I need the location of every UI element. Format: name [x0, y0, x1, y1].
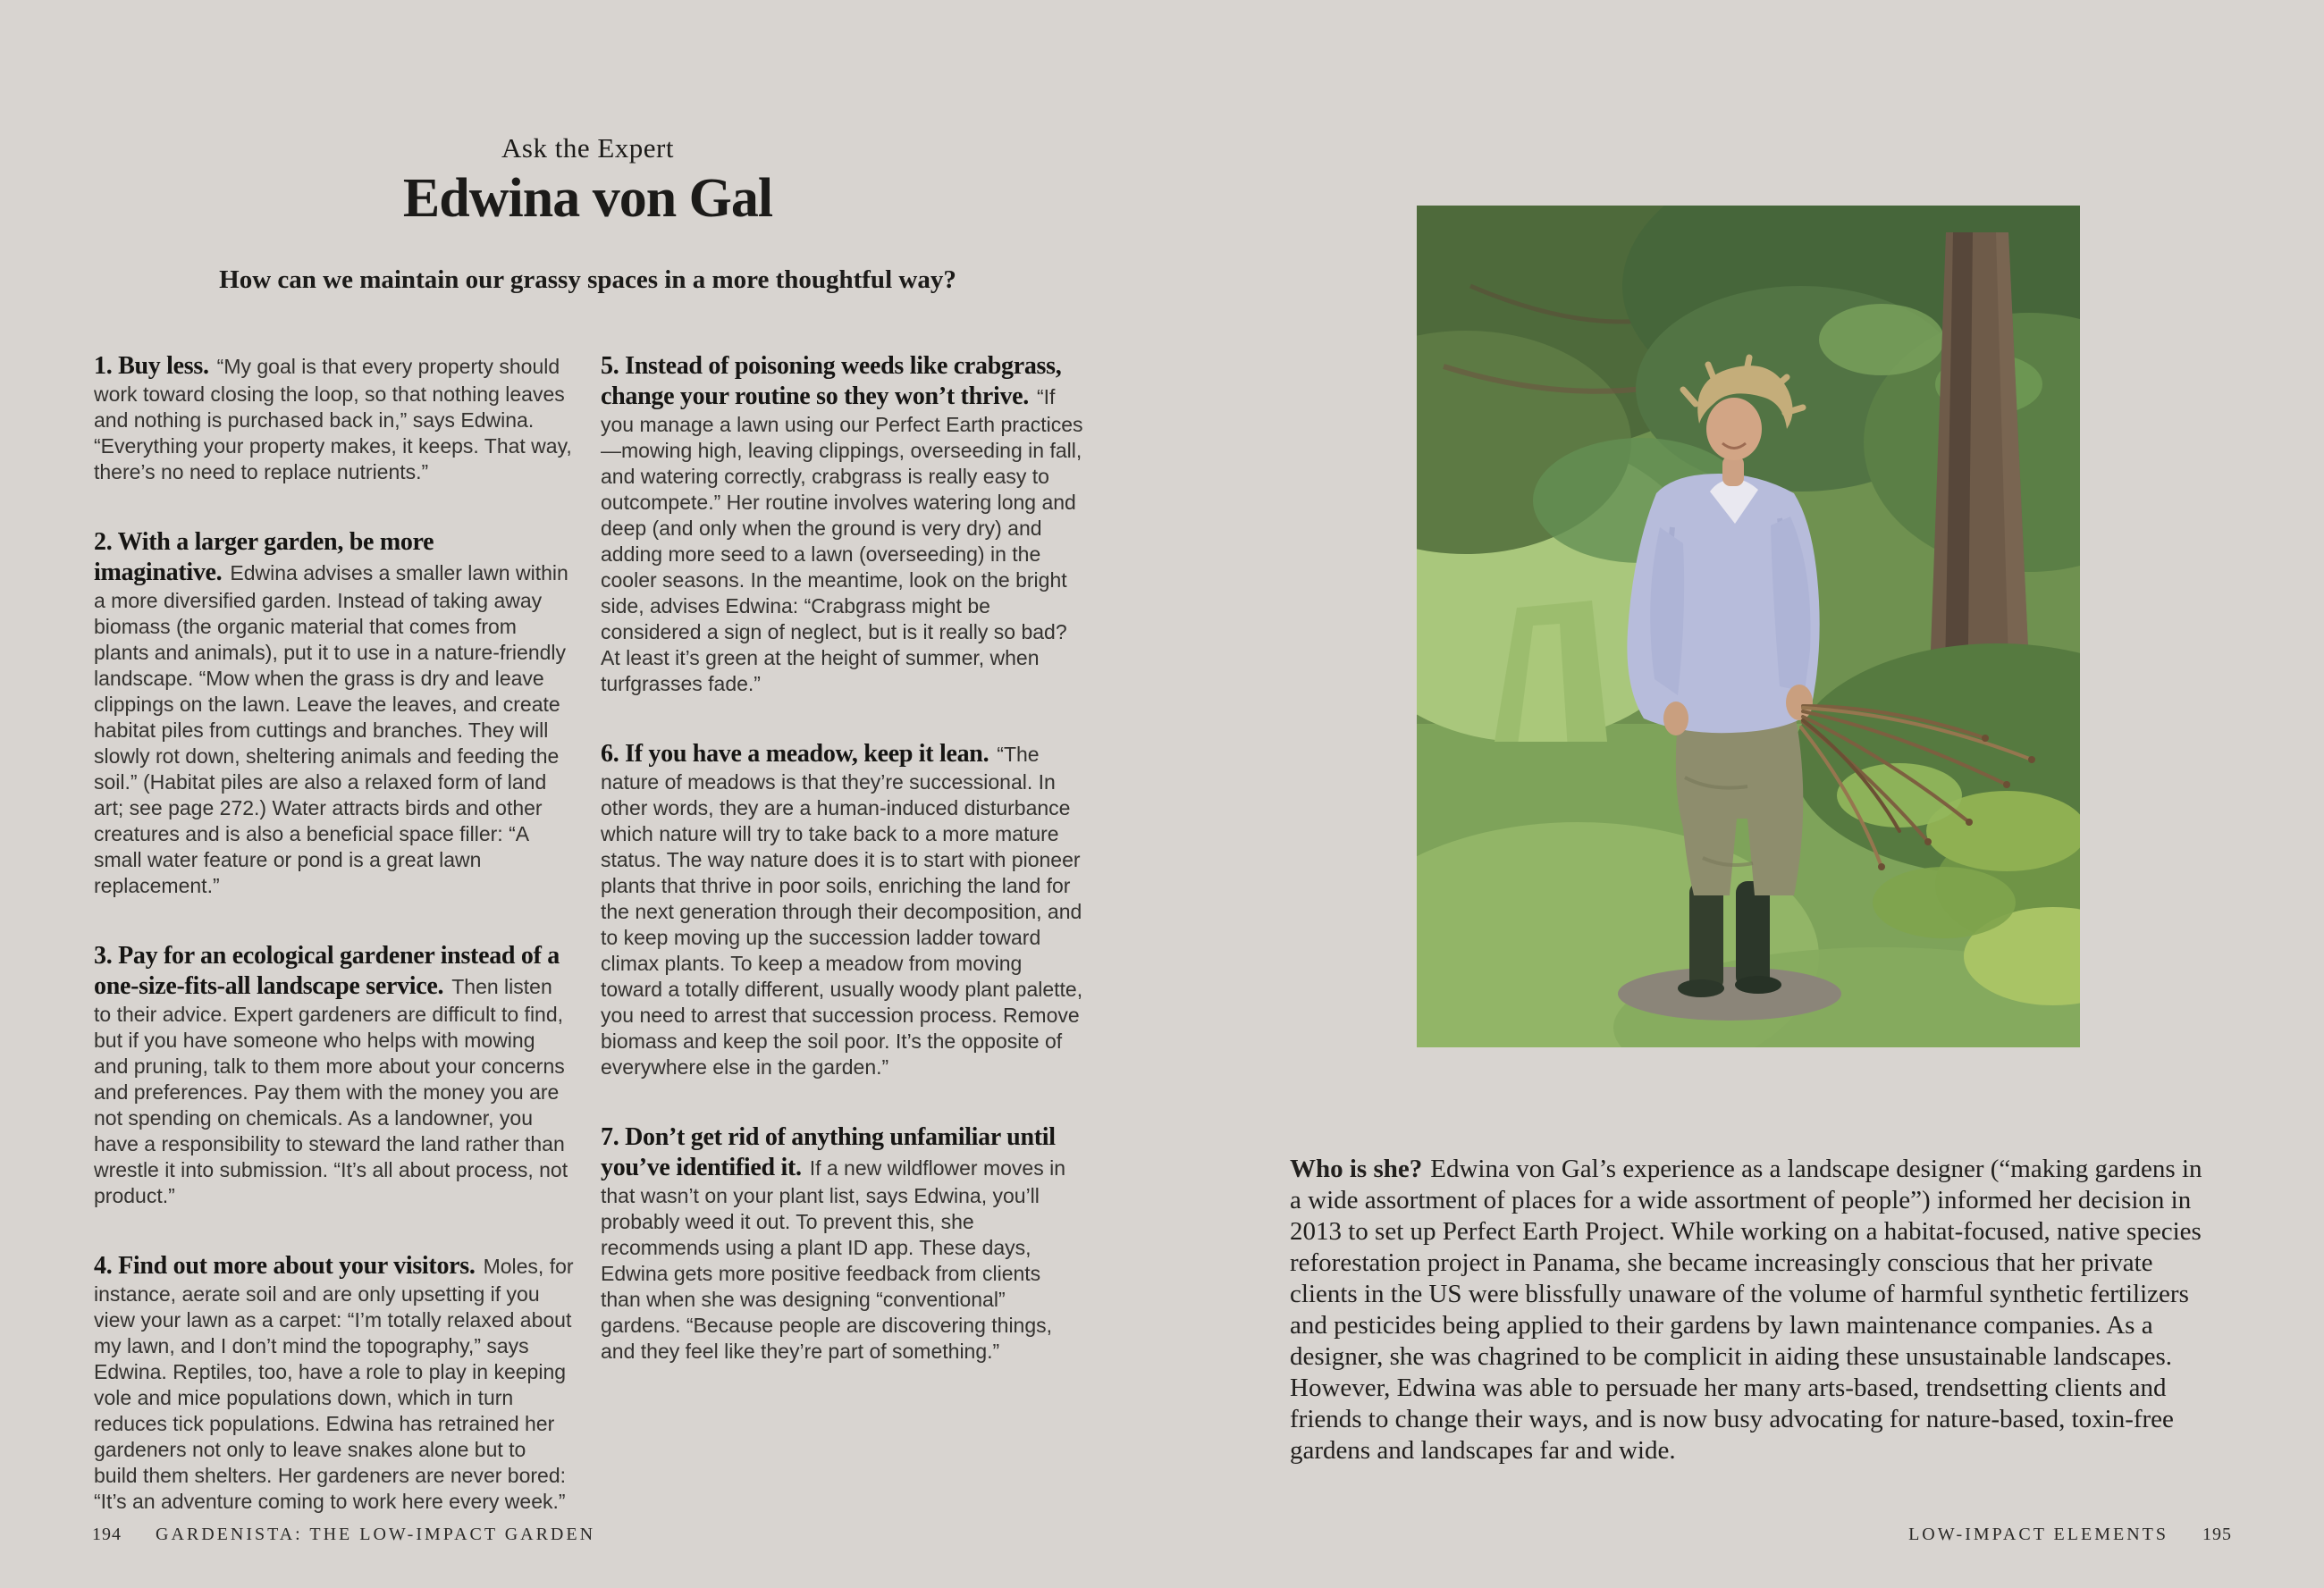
tip-3-body: Then listen to their advice. Expert gardeners are difficult to find, but if you have someone who helps with mowing and pruning, talk to them more about your concerns and preferences. Pay them with the money you are not spending on chemicals. As a landowner, you have a responsibility to steward the land rather than wrestle it into submission. “It’s all about process, not product.” — [94, 975, 568, 1207]
tip-5-lead: 5. Instead of poisoning weeds like crabgrass, change your routine so they won’t thrive. — [601, 352, 1062, 410]
tip-1-body: “My goal is that every property should work toward closing the loop, so that nothing leaves and nothing is purchased back in,” says Edwina. “Everything your property makes, it keeps. That way, there’s no need to replace nutrients.” — [94, 355, 572, 483]
garden-scene — [1417, 206, 2080, 1047]
tip-2-body: Edwina advises a smaller lawn within a more diversified garden. Instead of taking away biomass (the organic material that comes from plants and animals), put it to use in a nature-friendly landscape. “Mow when the grass is dry and leave clippings on the lawn. Leave the leaves, and create habitat piles from cuttings and branches. They will slowly rot down, sheltering animals and feeding the soil.” (Habitat piles are also a relaxed form of land art; see page 272.) Water attracts birds and other creatures and is also a beneficial space filler: “A small water feature or pond is a great lawn replacement.” — [94, 561, 568, 897]
tip-5-body: “If you manage a lawn using our Perfect Earth practices—mowing high, leaving clippings, overseeding in fall, and watering correctly, crabgrass is really easy to outcompete.” Her routine involves watering long and deep (and only when the ground is very dry) and adding more seed to a lawn (overseeding) in the cooler seasons. In the meantime, look on the bright side, advises Edwina: “Crabgrass might be considered a sign of neglect, but is it really so bad? At least it’s green at the height of summer, when turfgrasses fade.” — [601, 385, 1083, 695]
running-head-left: GARDENISTA: THE LOW-IMPACT GARDEN — [156, 1525, 596, 1544]
page-number-right: 195 — [2202, 1525, 2232, 1544]
tip-5 — [601, 351, 1083, 697]
tip-6 — [601, 739, 1083, 1080]
tip-4-body: Moles, for instance, aerate soil and are only upsetting if you view your lawn as a carpet: “I’m totally relaxed about my lawn, and I don’t mind the topography,” says Edwina. Reptiles, too, have a role to play in keeping vole and mice populations down, which in turn reduces tick populations. Edwina has retrained her gardeners not only to leave snakes alone but to build them shelters. Her gardeners are never bored: “It’s an adventure coming to work here every week.” — [94, 1255, 574, 1513]
article-header — [94, 132, 1082, 295]
tips-column-2 — [601, 351, 1083, 1407]
bio-lead: Who is she? — [1290, 1155, 1423, 1183]
tip-7 — [601, 1122, 1083, 1365]
expert-question: How can we maintain our grassy spaces in a more thoughtful way? — [219, 265, 956, 294]
tips-column-1 — [94, 351, 574, 1557]
tip-7-body: If a new wildflower moves in that wasn’t on your plant list, says Edwina, you’ll probably weed it out. To prevent this, she recommends using a plant ID app. These days, Edwina gets more positive feedback from clients than when she was designing “conventional” gardens. “Because people are discovering things, and they feel like they’re part of something.” — [601, 1156, 1066, 1363]
tip-7-lead: 7. Don’t get rid of anything unfamiliar until you’ve identified it. — [601, 1123, 1056, 1181]
tip-4 — [94, 1251, 574, 1515]
tip-3 — [94, 941, 574, 1209]
tip-6-lead: 6. If you have a meadow, keep it lean. — [601, 740, 989, 768]
bio-body: Edwina von Gal’s experience as a landscape designer (“making gardens in a wide assortment of places for a wide assortment of people”) informed her decision in 2013 to set up Perfect Earth Project. While working on a habitat-focused, native species reforestation project in Panama, she became increasingly conscious that her private clients in the US were blissfully unaware of the volume of harmful synthetic fertilizers and pesticides being applied to their gardens by lawn maintenance companies. As a designer, she was chagrined to be complicit in aiding these unsustainable landscapes. However, Edwina was able to persuade her many arts-based, trendsetting clients and friends to change their ways, and is now busy advocating for nature-based, toxin-free gardens and landscapes far and wide. — [1290, 1155, 2202, 1465]
footer-right — [1908, 1525, 2232, 1545]
tip-2 — [94, 527, 574, 899]
edwina-garden-portrait-photo — [1417, 206, 2080, 1047]
tip-3-lead: 3. Pay for an ecological gardener instead of a one-size-fits-all landscape service. — [94, 942, 560, 1000]
tip-1 — [94, 351, 574, 485]
footer-left — [92, 1525, 595, 1545]
tip-1-lead: 1. Buy less. — [94, 352, 209, 380]
running-head-right: LOW-IMPACT ELEMENTS — [1908, 1525, 2168, 1544]
tip-2-lead: 2. With a larger garden, be more imaginative. — [94, 528, 434, 586]
section-kicker: Ask the Expert — [501, 132, 674, 164]
tip-6-body: “The nature of meadows is that they’re successional. In other words, they are a human-induced disturbance which nature will try to take back to a more mature status. The way nature does it is to start with pioneer plants that thrive in poor soils, enriching the land for the next generation through their decomposition, and to keep moving up the succession ladder toward climax plants. To keep a meadow from moving toward a totally different, usually woody plant palette, you need to arrest that succession process. Remove biomass and keep the soil poor. It’s the opposite of everywhere else in the garden.” — [601, 743, 1083, 1079]
bio-paragraph — [1290, 1154, 2219, 1466]
page-title: Edwina von Gal — [402, 168, 773, 229]
tip-4-lead: 4. Find out more about your visitors. — [94, 1252, 476, 1280]
page-number-left: 194 — [92, 1525, 122, 1544]
